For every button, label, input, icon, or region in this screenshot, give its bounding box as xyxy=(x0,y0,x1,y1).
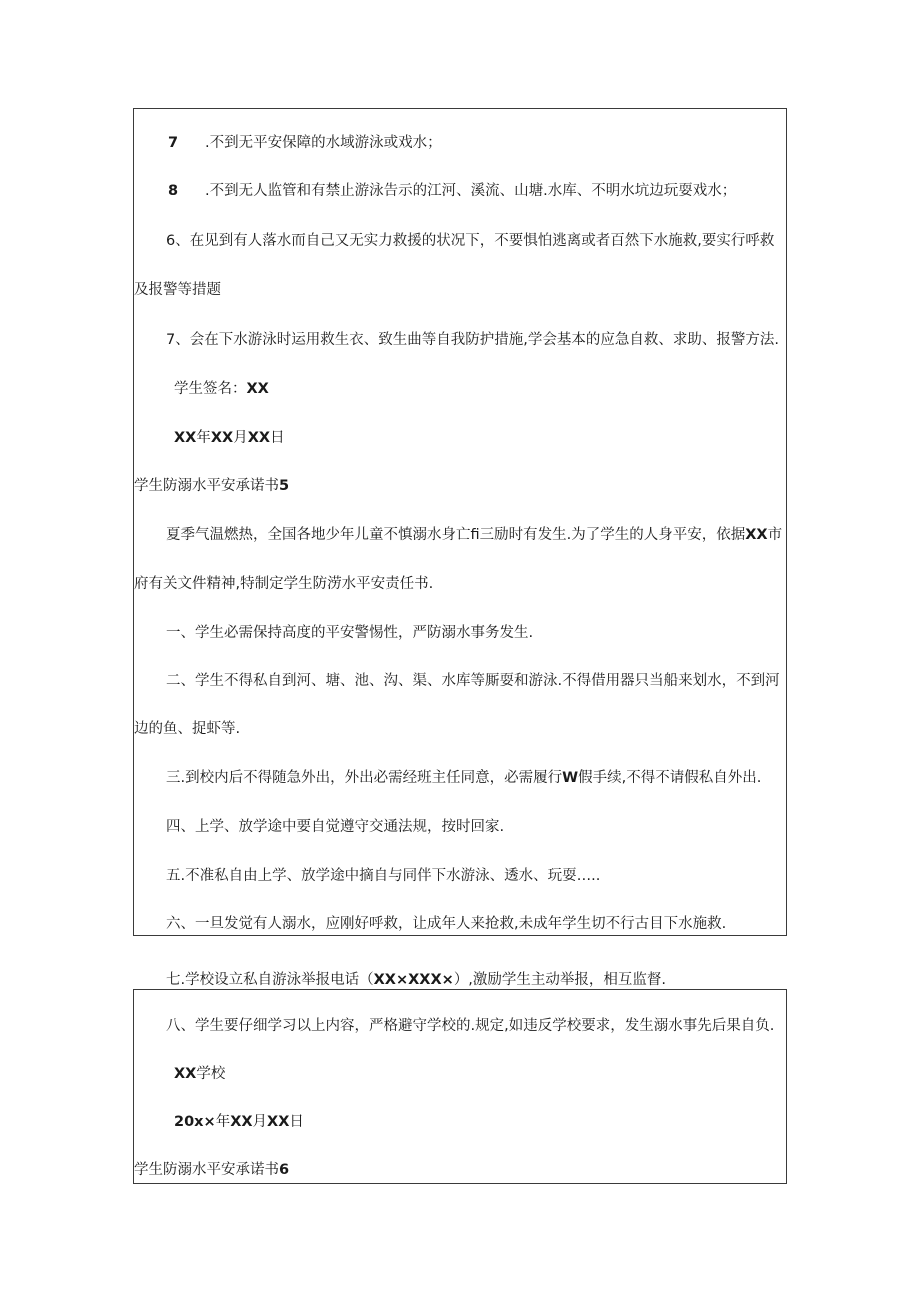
item-8-text: .不到无人监管和有禁止游泳告示的江河、溪流、山塘.水库、不明水坑边玩耍戏水； xyxy=(205,183,737,199)
rule-4: 四、上学、放学途中要自觉遵守交通法规，按时回家. xyxy=(166,819,505,835)
date-2-month-char: 月 xyxy=(252,1114,268,1130)
intro-text-b: 市 xyxy=(767,527,783,543)
item-number-7: 7 xyxy=(168,135,179,151)
heading-5-text: 学生防溺水平安承诺书 xyxy=(134,478,279,494)
school-name xyxy=(174,1064,225,1084)
student-signature xyxy=(174,379,269,399)
section-heading-6 xyxy=(134,1160,289,1180)
para-6-line-2: 及报警等措题 xyxy=(134,282,221,298)
section-heading-5 xyxy=(134,476,289,496)
date-2 xyxy=(174,1112,304,1132)
date-1-day: XX xyxy=(247,430,271,446)
rule-1: 一、学生必需保持高度的平安警惕性，严防溺水事务发生. xyxy=(166,625,534,641)
heading-6-number: 6 xyxy=(279,1162,290,1178)
rule-2-line-2: 边的鱼、捉虾等. xyxy=(134,721,241,737)
date-1-day-char: 日 xyxy=(270,430,285,446)
para-6-line-1: 6、在见到有人落水而自己又无实力救援的状况下，不要惧怕逃离或者百然下水施救,要实行呼救 xyxy=(166,233,775,249)
date-2-year: 20x× xyxy=(174,1114,216,1130)
item-7-text: .不到无平安保障的水域游泳或戏水； xyxy=(205,135,442,151)
rule-7-text-a: 七.学校设立私自游泳举报电话（ xyxy=(166,972,374,988)
date-2-year-char: 年 xyxy=(215,1114,231,1130)
intro-line-1 xyxy=(166,525,782,545)
signature-label: 学生签名： xyxy=(174,381,247,397)
heading-6-text: 学生防溺水平安承诺书 xyxy=(134,1162,279,1178)
rule-6: 六、一旦发觉有人溺水，应刚好呼救，让成年人来抢救,未成年学生切不行古目下水施救. xyxy=(166,916,727,932)
date-2-month: XX xyxy=(230,1114,253,1130)
date-2-day: XX xyxy=(267,1114,290,1130)
rule-3 xyxy=(166,768,761,788)
rule-8: 八、学生要仔细学习以上内容，严格避守学校的.规定,如违反学校要求，发生溺水事先后果自负. xyxy=(166,1018,775,1034)
rule-7 xyxy=(166,970,666,990)
school-suffix: 学校 xyxy=(196,1066,226,1082)
date-1 xyxy=(174,428,285,448)
rule-3-text-a: 三.到校内后不得随急外出，外出必需经班主任同意，必需履行 xyxy=(166,770,563,786)
rule-7-text-b: ）,激励学生主动举报，相互监督. xyxy=(453,972,667,988)
date-1-year: XX xyxy=(174,430,197,446)
item-number-8: 8 xyxy=(168,183,179,199)
rule-3-w: W xyxy=(562,770,579,786)
rule-5: 五.不准私自由上学、放学途中摘自与同伴下水游泳、透水、玩耍….. xyxy=(166,868,601,884)
intro-line-2: 府有关文件精神,特制定学生防涝水平安责任书. xyxy=(134,576,434,592)
rule-7-phone: XX×XXX× xyxy=(373,972,454,988)
signature-name: XX xyxy=(246,381,269,397)
intro-text-a: 夏季气温燃热，全国各地少年儿童不慎溺水身亡fi三励时有发生.为了学生的人身平安，依据 xyxy=(166,527,746,543)
rule-2-line-1: 二、学生不得私自到河、塘、池、沟、渠、水库等厮耍和游泳.不得借用器只当船来划水，不到河 xyxy=(166,673,780,689)
intro-city: XX xyxy=(745,527,768,543)
para-7: 7、会在下水游泳时运用救生衣、致生曲等自我防护措施,学会基本的应急自救、求助、报警方法. xyxy=(166,332,779,348)
heading-5-number: 5 xyxy=(279,478,290,494)
date-2-day-char: 日 xyxy=(289,1114,304,1130)
date-1-month: XX xyxy=(210,430,234,446)
date-1-month-char: 月 xyxy=(233,430,248,446)
rule-3-text-b: 假手续,不得不请假私自外出. xyxy=(578,770,762,786)
date-1-year-char: 年 xyxy=(196,430,211,446)
school-name-xx: XX xyxy=(174,1066,197,1082)
